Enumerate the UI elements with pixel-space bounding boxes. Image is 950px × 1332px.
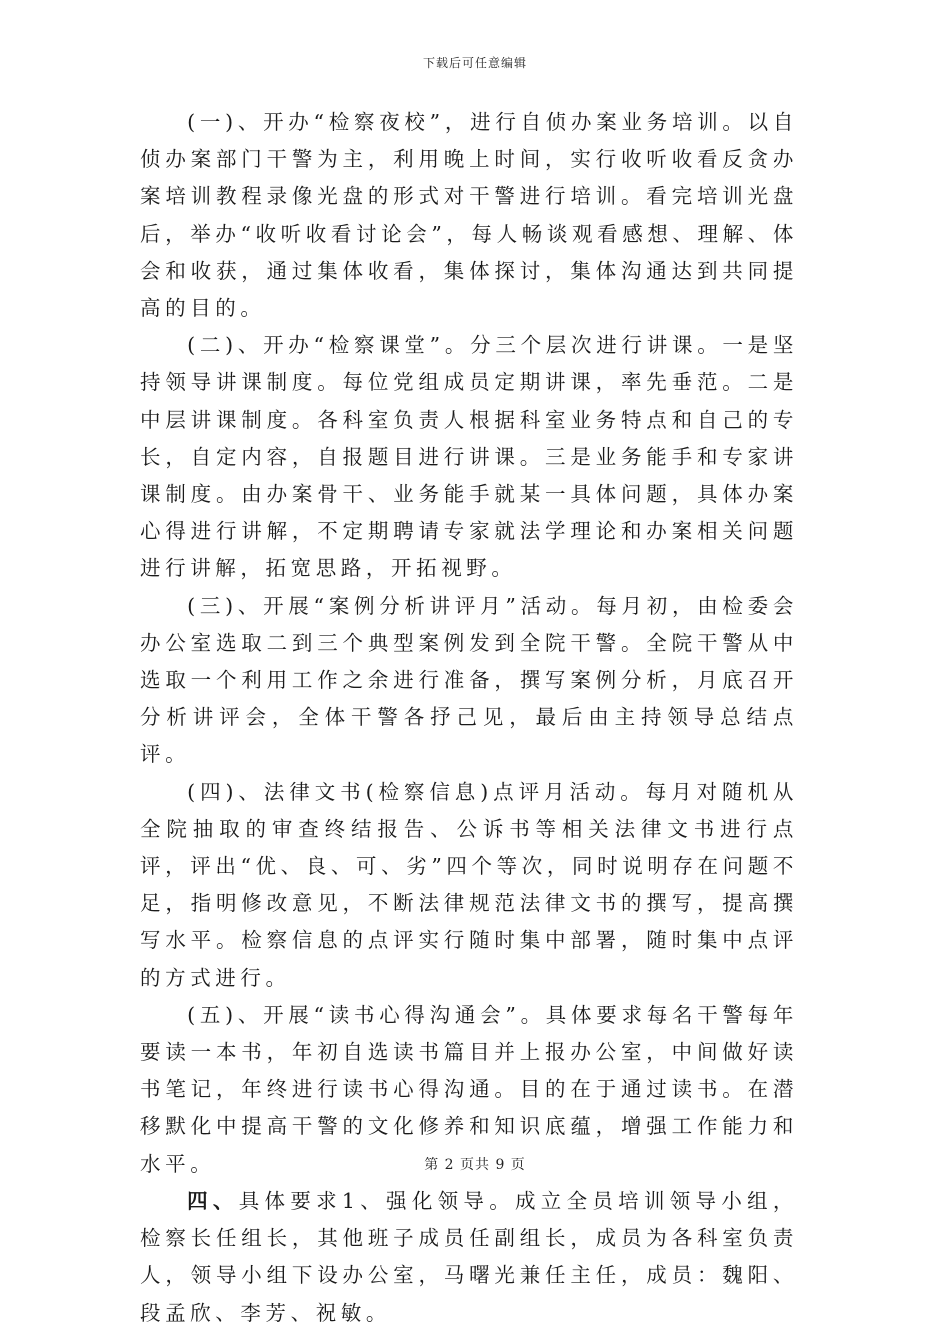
section-number: 四、 bbox=[187, 1188, 239, 1213]
paragraph-case-analysis: (三)、开展“案例分析讲评月”活动。每月初，由检委会办公室选取二到三个典型案例发到全院干警。全院干警从中选取一个利用工作之余进行准备，撰写案例分析，月底召开分析讲评会，全体干警各抒己见，最后由主持领导总结点评。 bbox=[140, 593, 798, 767]
requirements-text: 具体要求1、强化领导。成立全员培训领导小组，检察长任组长，其他班子成员任副组长，成员为各科室负责人，领导小组下设办公室，马曙光兼任主任，成员：魏阳、段孟欣、李芳、祝敏。 bbox=[140, 1188, 798, 1325]
page-footer: 第 2 页共 9 页 bbox=[424, 1157, 526, 1173]
paragraph-requirements bbox=[140, 1183, 798, 1332]
paragraph-classroom: (二)、开办“检察课堂”。分三个层次进行讲课。一是坚持领导讲课制度。每位党组成员定期讲课，率先垂范。二是中层讲课制度。各科室负责人根据科室业务特点和自己的专长，自定内容，自报题目进行讲课。三是业务能手和专家讲课制度。由办案骨干、业务能手就某一具体问题，具体办案心得进行讲解，不定期聘请专家就法学理论和办案相关问题进行讲解，拓宽思路，开拓视野。 bbox=[140, 333, 798, 581]
paragraph-legal-documents: (四)、法律文书(检察信息)点评月活动。每月对随机从全院抽取的审查终结报告、公诉书等相关法律文书进行点评，评出“优、良、可、劣”四个等次，同时说明存在问题不足，指明修改意见，不断法律规范法律文书的撰写，提高撰写水平。检察信息的点评实行随时集中部署，随时集中点评的方式进行。 bbox=[140, 779, 798, 990]
page-header: 下载后可任意编辑 bbox=[422, 56, 527, 70]
paragraph-night-school: (一)、开办“检察夜校”，进行自侦办案业务培训。以自侦办案部门干警为主，利用晚上时间，实行收听收看反贪办案培训教程录像光盘的形式对干警进行培训。看完培训光盘后，举办“收听收看讨论会”，每人畅谈观看感想、理解、体会和收获，通过集体收看，集体探讨，集体沟通达到共同提高的目的。 bbox=[140, 110, 798, 321]
paragraph-reading-exchange: (五)、开展“读书心得沟通会”。具体要求每名干警每年要读一本书，年初自选读书篇目并上报办公室，中间做好读书笔记，年终进行读书心得沟通。目的在于通过读书。在潜移默化中提高干警的文化修养和知识底蕴，增强工作能力和水平。 bbox=[140, 1002, 798, 1176]
document-body bbox=[140, 104, 798, 1332]
